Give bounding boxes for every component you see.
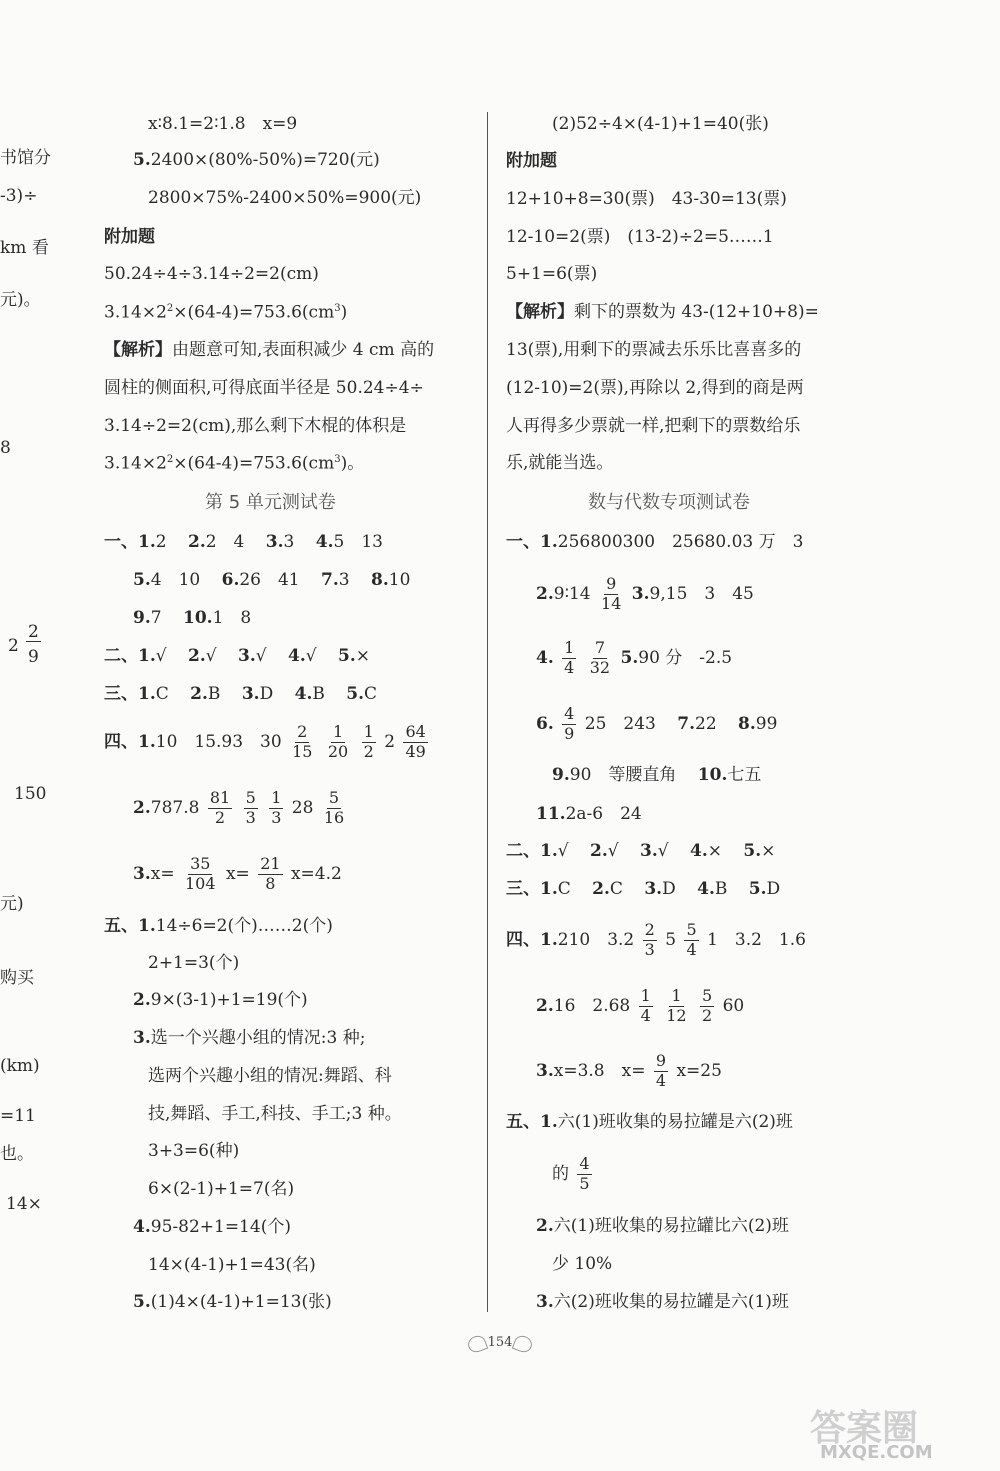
item-text: D — [766, 879, 781, 899]
text: ×(64-4)=753.6(cm — [173, 302, 335, 323]
item-number: 1. — [540, 1112, 558, 1132]
item-number: 7. — [321, 570, 339, 590]
analysis-line: 3.14÷2=2(cm),那么剩下木棍的体积是 — [104, 416, 407, 436]
item-text: 90 分 -2.5 — [638, 647, 733, 668]
item-text: 3 — [338, 570, 350, 590]
item-text: 787.8 — [150, 797, 200, 818]
item-number: 2. — [188, 646, 206, 666]
item-number: 3. — [133, 863, 151, 884]
equation-line: 2800×75%-2400×50%=900(元) — [148, 188, 422, 208]
cut-text: 8 — [0, 438, 11, 458]
item-text: x=25 — [676, 1060, 722, 1081]
item-text: 7 — [150, 608, 162, 628]
answer-row — [104, 534, 383, 551]
cut-text: 9 — [28, 647, 39, 667]
item-number: 2. — [187, 532, 206, 552]
fraction: $\frac{4}{5}$ — [579, 1154, 590, 1193]
cut-text: -3)÷ — [0, 186, 38, 206]
item-number: 5. — [346, 684, 365, 704]
fraction: $\frac{5}{4}$ — [686, 920, 697, 959]
item-text: x= — [225, 863, 250, 884]
answer-row — [506, 1114, 793, 1131]
cut-text: =11 — [0, 1106, 36, 1126]
section-label: 一、 — [104, 532, 138, 552]
item-number: 1. — [138, 532, 156, 552]
item-number: 6. — [221, 570, 240, 590]
section-label: 二、 — [104, 646, 138, 666]
item-text: C — [364, 684, 378, 704]
item-text: 1 3.2 1.6 — [707, 929, 806, 950]
item-text: 2 4 — [205, 532, 245, 552]
item-number: 3. — [241, 684, 260, 704]
item-text: × — [355, 646, 370, 666]
answer-row — [133, 1294, 332, 1311]
answer-row — [536, 988, 744, 1025]
item-text: 2400×(80%-50%)=720(元) — [150, 150, 380, 170]
section-label: 五、 — [506, 1112, 540, 1132]
item-text: √ — [607, 841, 619, 861]
item-text: 1 8 — [212, 608, 252, 628]
item-text: 六(2)班收集的易拉罐是六(1)班 — [553, 1292, 789, 1312]
item-text: √ — [205, 646, 217, 666]
extra-title: 附加题 — [104, 227, 155, 247]
answer-row — [133, 1030, 365, 1047]
item-number: 4. — [294, 684, 313, 704]
analysis-tag: 【解析】 — [104, 340, 172, 360]
item-text: 的 — [552, 1163, 569, 1184]
section-title: 数与代数专项测试卷 — [588, 492, 750, 513]
item-number: 4. — [536, 647, 554, 668]
analysis-line — [506, 304, 819, 321]
cut-text: 书馆分 — [0, 148, 51, 168]
text: 3.14×2 — [104, 302, 167, 323]
item-text: √ — [305, 646, 317, 666]
answer-row — [506, 881, 780, 898]
item-number: 1. — [138, 731, 156, 752]
cut-text: km 看 — [0, 238, 49, 258]
item-text: B — [714, 879, 728, 899]
item-text: 六(1)班收集的易拉罐是六(2)班 — [557, 1112, 793, 1132]
fraction: $\frac{5}{16}$ — [323, 788, 345, 827]
item-number: 2. — [133, 797, 151, 818]
fraction: $\frac{1}{12}$ — [666, 986, 687, 1025]
cut-text: 也。 — [0, 1144, 34, 1164]
section-label: 五、 — [104, 916, 138, 936]
answer-row: 少 10% — [552, 1254, 613, 1274]
answer-row — [104, 648, 370, 665]
item-number: 5. — [620, 647, 639, 668]
item-number: 4. — [133, 1217, 151, 1237]
section-title: 第 5 单元测试卷 — [205, 492, 336, 513]
item-text: 2 — [155, 532, 167, 552]
cut-text: 150 — [14, 784, 47, 804]
item-number: 2. — [133, 990, 151, 1010]
text: )。 — [340, 453, 365, 474]
item-text: × — [707, 841, 722, 861]
item-text: 28 — [291, 797, 314, 818]
analysis-line: 人再得多少票就一样,把剩下的票数给乐 — [506, 416, 801, 436]
item-number: 2. — [592, 879, 610, 899]
item-text: 9,15 3 45 — [649, 583, 754, 604]
section-label: 一、 — [506, 532, 540, 552]
answer-row: 5+1=6(票) — [506, 264, 598, 284]
watermark-logo — [790, 1400, 995, 1465]
item-text: 22 — [695, 713, 717, 734]
answer-row: 2+1=3(个) — [148, 953, 240, 973]
answer-row — [536, 706, 777, 743]
answer-row: 选两个兴趣小组的情况:舞蹈、科 — [148, 1066, 392, 1086]
cut-text: 购买 — [0, 968, 34, 988]
watermark-text: 答案圈 — [810, 1408, 919, 1449]
item-text: 60 — [722, 995, 745, 1016]
item-text: C — [155, 684, 169, 704]
cut-text: 元)。 — [0, 290, 41, 310]
item-text: 10 — [388, 570, 411, 590]
item-number: 3. — [536, 1292, 554, 1312]
section-label: 二、 — [506, 841, 540, 861]
equation-line — [104, 304, 347, 322]
item-text: C — [609, 879, 623, 899]
fraction: $\frac{4}{9}$ — [564, 704, 575, 743]
item-number: 4. — [697, 879, 715, 899]
item-number: 10. — [697, 765, 728, 785]
item-number: 3. — [238, 646, 256, 666]
item-number: 5. — [743, 841, 762, 861]
cut-text: 14× — [6, 1194, 42, 1214]
answer-row — [536, 1294, 789, 1311]
text: ) — [340, 302, 348, 323]
item-number: 2. — [536, 583, 554, 604]
answer-row — [536, 640, 732, 677]
answer-row — [536, 806, 642, 823]
item-number: 8. — [371, 570, 389, 590]
superscript: 2 — [166, 303, 174, 314]
answer-row — [133, 790, 349, 827]
item-number: 9. — [133, 608, 151, 628]
answer-row: 14×(4-1)+1=43(名) — [148, 1255, 316, 1275]
answer-row — [506, 843, 775, 860]
answer-row — [104, 918, 333, 935]
superscript: 3 — [334, 303, 341, 314]
column-divider — [487, 112, 488, 1312]
item-text: 选一个兴趣小组的情况:3 种; — [150, 1028, 366, 1048]
item-number: 3. — [631, 583, 650, 604]
answer-row — [536, 1053, 722, 1090]
answer-row — [133, 1219, 291, 1236]
item-text: (1)4×(4-1)+1=13(张) — [150, 1292, 332, 1312]
item-text: √ — [657, 841, 669, 861]
item-number: 1. — [138, 646, 156, 666]
fraction: $\frac{1}{4}$ — [640, 986, 651, 1025]
item-text: 16 2.68 — [553, 995, 631, 1016]
answer-row — [536, 1218, 789, 1235]
superscript: 2 — [166, 454, 174, 465]
analysis-line: 乐,就能当选。 — [506, 453, 614, 473]
item-number: 1. — [540, 929, 558, 950]
item-number: 3. — [640, 841, 658, 861]
cut-text: (km) — [0, 1056, 40, 1076]
item-text: x= — [150, 863, 175, 884]
answer-row — [552, 1156, 595, 1193]
watermark-url: MXQE.COM — [820, 1442, 933, 1463]
extra-title: 附加题 — [506, 151, 557, 171]
item-number: 4. — [690, 841, 708, 861]
answer-row: 6×(2-1)+1=7(名) — [148, 1179, 295, 1199]
item-text: × — [761, 841, 776, 861]
item-number: 4. — [315, 532, 334, 552]
superscript: 3 — [334, 454, 341, 465]
item-number: 3. — [644, 879, 663, 899]
item-text: √ — [155, 646, 167, 666]
item-text: 25 243 — [584, 713, 656, 734]
fraction: $\frac{1}{3}$ — [271, 788, 282, 827]
text: 3.14×2 — [104, 453, 167, 474]
analysis-line — [104, 455, 364, 473]
analysis-line: 圆柱的侧面积,可得底面半径是 50.24÷4÷ — [104, 378, 424, 398]
item-text: 256800300 25680.03 万 3 — [557, 532, 804, 552]
item-number: 7. — [677, 713, 695, 734]
item-text: 210 3.2 — [557, 929, 635, 950]
item-number: 5. — [748, 879, 767, 899]
fraction: $\frac{9}{4}$ — [655, 1051, 667, 1090]
fraction: $\frac{7}{32}$ — [589, 638, 611, 677]
item-text: 2a-6 24 — [565, 804, 642, 824]
fraction: $\frac{21}{8}$ — [260, 854, 281, 893]
item-text: 10 15.93 30 — [155, 731, 282, 752]
answer-row — [104, 686, 377, 703]
item-number: 11. — [536, 804, 566, 824]
fraction: $\frac{5}{3}$ — [245, 788, 256, 827]
item-number: 6. — [536, 713, 554, 734]
item-text: C — [557, 879, 571, 899]
item-number: 2. — [536, 1216, 554, 1236]
item-number: 9. — [552, 765, 570, 785]
item-number: 1. — [540, 532, 558, 552]
item-text: 26 41 — [239, 570, 300, 590]
answer-row — [536, 576, 754, 613]
answer-row: (2)52÷4×(4-1)+1=40(张) — [552, 114, 769, 134]
item-text: 2 — [384, 731, 396, 752]
analysis-line: 13(票),用剩下的票减去乐乐比喜喜多的 — [506, 340, 802, 360]
page-number: 154 — [468, 1328, 532, 1358]
item-number: 1. — [138, 916, 156, 936]
fraction: $\frac{1}{20}$ — [327, 722, 349, 761]
item-text: x=4.2 — [290, 863, 342, 884]
answer-row — [506, 922, 806, 959]
answer-row — [133, 610, 251, 627]
answer-row — [133, 856, 342, 893]
text: 剩下的票数为 43-(12+10+8)= — [574, 302, 819, 322]
section-label: 三、 — [506, 879, 540, 899]
equation-line: 50.24÷4÷3.14÷2=2(cm) — [104, 264, 319, 284]
item-text: 5 13 — [333, 532, 383, 552]
item-text: 4 10 — [150, 570, 201, 590]
fraction: $\frac{2}{3}$ — [644, 920, 655, 959]
fraction: $\frac{1}{2}$ — [363, 722, 374, 761]
item-number: 1. — [540, 841, 558, 861]
answer-row: 3+3=6(种) — [148, 1141, 240, 1161]
answer-row: 12-10=2(票) (13-2)÷2=5……1 — [506, 227, 774, 247]
item-text: D — [259, 684, 274, 704]
item-text: 95-82+1=14(个) — [150, 1217, 291, 1237]
answer-row — [133, 572, 410, 589]
fraction: $\frac{1}{4}$ — [564, 638, 575, 677]
fraction: $\frac{2}{15}$ — [292, 722, 313, 761]
fraction: $\frac{64}{49}$ — [405, 722, 426, 761]
item-text: B — [207, 684, 221, 704]
analysis-line: (12-10)=2(票),再除以 2,得到的商是两 — [506, 378, 804, 398]
item-text: 六(1)班收集的易拉罐比六(2)班 — [553, 1216, 789, 1236]
fraction: $\frac{9}{14}$ — [601, 574, 622, 613]
fraction: $\frac{5}{2}$ — [702, 986, 713, 1025]
item-number: 3. — [133, 1028, 151, 1048]
cut-text: 2 — [8, 636, 19, 656]
item-text: 99 — [755, 713, 778, 734]
answer-row — [104, 724, 431, 761]
item-text: 七五 — [727, 765, 762, 785]
section-label: 三、 — [104, 684, 138, 704]
answer-row — [133, 992, 308, 1009]
analysis-line — [104, 342, 434, 359]
item-number: 2. — [590, 841, 608, 861]
text: ×(64-4)=753.6(cm — [173, 453, 335, 474]
item-number: 10. — [182, 608, 213, 628]
item-number: 2. — [536, 995, 554, 1016]
equation-line — [133, 152, 380, 169]
answer-row — [552, 767, 761, 784]
item-text: √ — [557, 841, 569, 861]
item-text: 9∶14 — [553, 583, 591, 604]
item-number: 2. — [190, 684, 208, 704]
item-number: 1. — [540, 879, 558, 899]
item-text: 3 — [283, 532, 295, 552]
item-number: 5. — [133, 150, 151, 170]
answer-row: 技,舞蹈、手工,科技、手工;3 种。 — [148, 1104, 402, 1124]
answer-row: 12+10+8=30(票) 43-30=13(票) — [506, 189, 787, 209]
fraction: $\frac{81}{2}$ — [209, 788, 231, 827]
text: 由题意可知,表面积减少 4 cm 高的 — [172, 340, 435, 360]
item-text: B — [312, 684, 325, 704]
item-number: 5. — [133, 1292, 151, 1312]
fraction: $\frac{35}{104}$ — [185, 854, 216, 893]
item-number: 4. — [288, 646, 306, 666]
section-label: 四、 — [506, 929, 540, 950]
item-text: x=3.8 x= — [553, 1060, 646, 1081]
item-text: 14÷6=2(个)……2(个) — [155, 916, 333, 936]
item-number: 3. — [536, 1060, 554, 1081]
section-label: 四、 — [104, 731, 138, 752]
item-number: 5. — [133, 570, 151, 590]
item-text: 9×(3-1)+1=19(个) — [150, 990, 308, 1010]
item-number: 5. — [338, 646, 356, 666]
equation-line: x∶8.1=2∶1.8 x=9 — [148, 114, 298, 134]
item-text: D — [662, 879, 676, 899]
item-text: 90 等腰直角 — [569, 765, 677, 785]
item-text: 5 — [665, 929, 677, 950]
item-number: 3. — [265, 532, 284, 552]
item-number: 1. — [138, 684, 156, 704]
analysis-tag: 【解析】 — [506, 302, 574, 322]
item-text: √ — [255, 646, 267, 666]
item-number: 8. — [738, 713, 756, 734]
cut-text: 2 — [28, 622, 39, 642]
answer-row — [506, 534, 803, 551]
cut-text: 元) — [0, 894, 24, 914]
